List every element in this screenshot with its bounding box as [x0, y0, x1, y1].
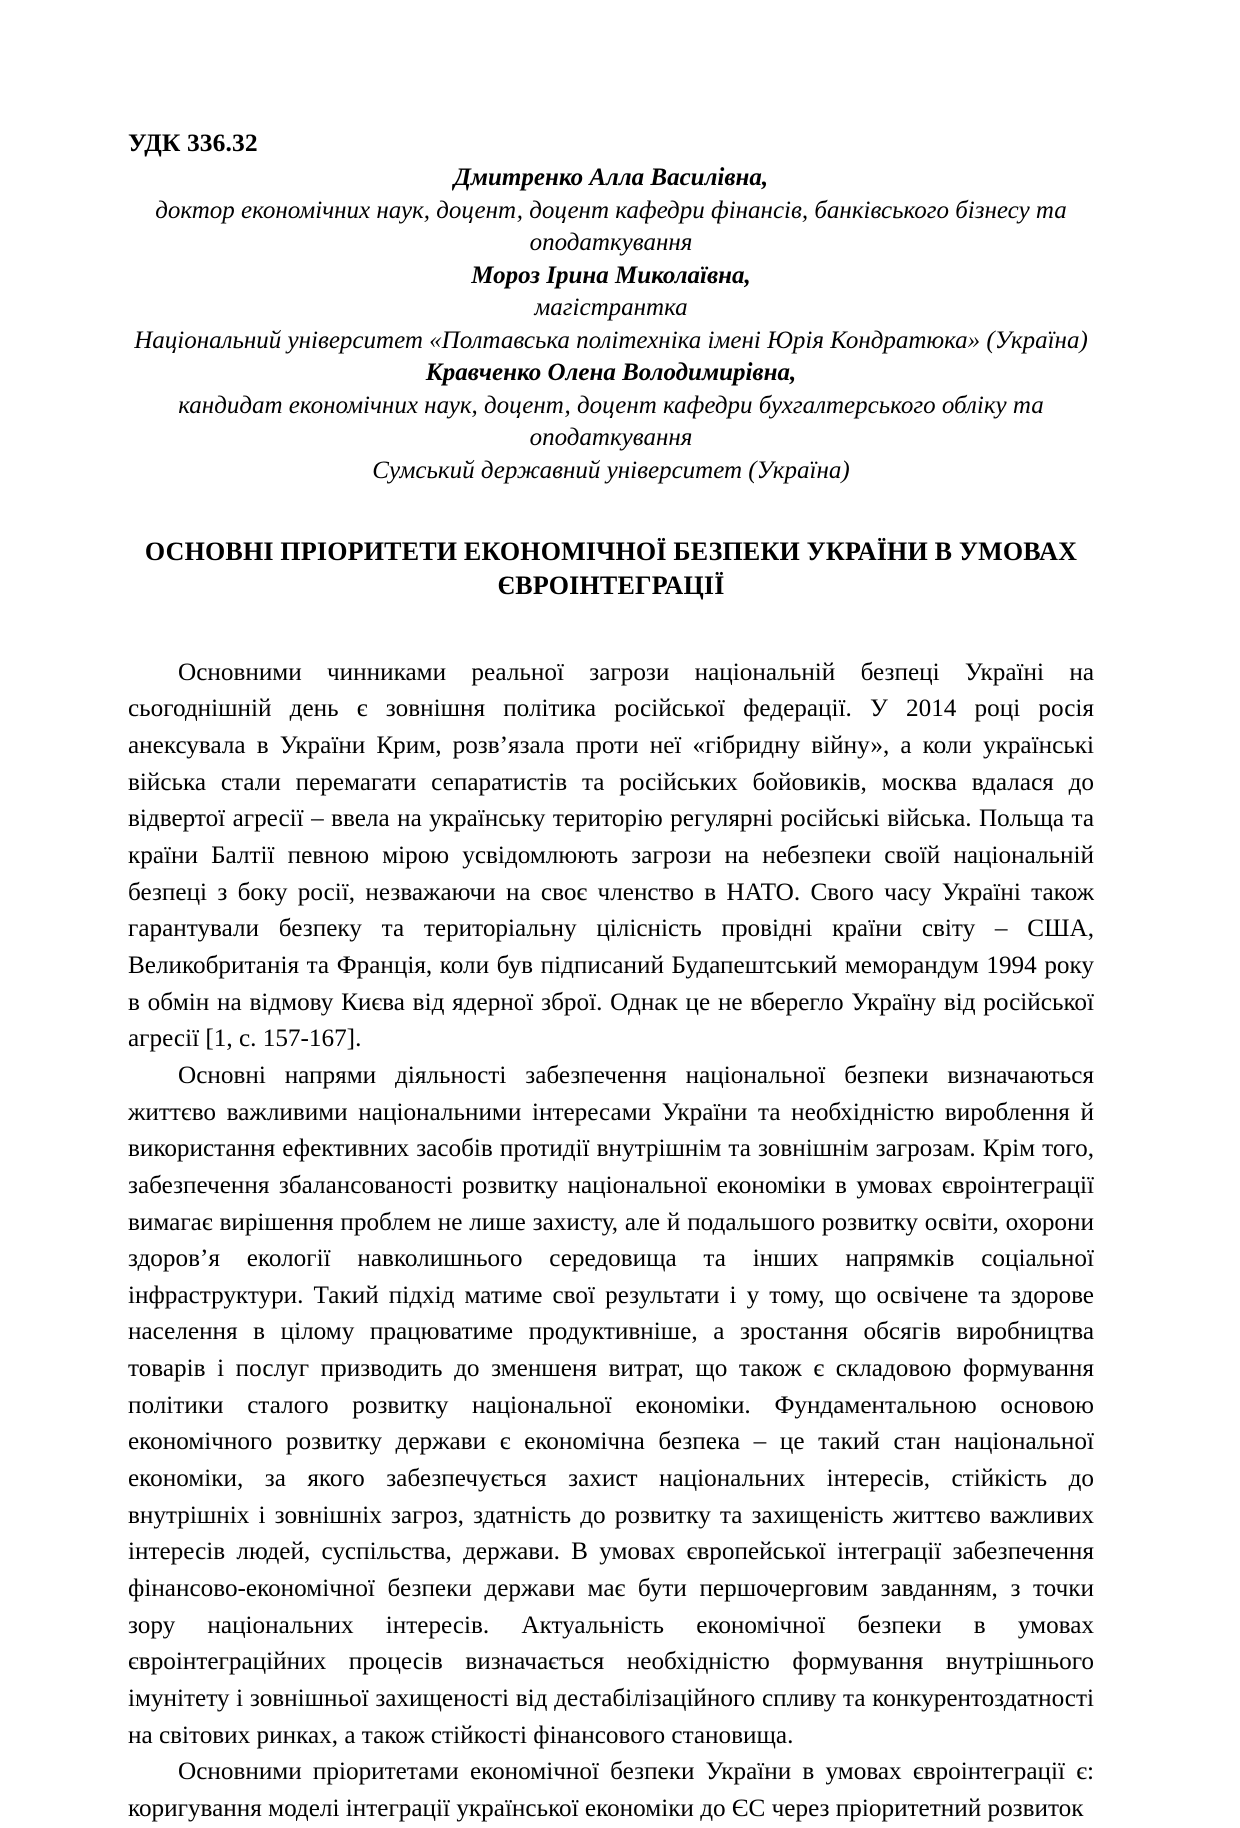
body-paragraph: Основними пріоритетами економічної безпеки України в умовах євроінтеграції є: коригування моделі інтеграції української економіки до ЄС через пріоритетний розвиток [128, 1758, 1094, 1823]
author-name-1: Дмитренко Алла Василівна, [453, 164, 769, 192]
page-title: ОСНОВНІ ПРІОРИТЕТИ ЕКОНОМІЧНОЇ БЕЗПЕКИ УКРАЇНИ В УМОВАХ ЄВРОІНТЕГРАЦІЇ [144, 537, 1078, 600]
body-paragraph: Основними чинниками реальної загрози національній безпеці Україні на сьогоднішній день є зовнішня політика російської федерації. У 2014 році росія анексувала в України Крим, розв’язала проти неї «гібридну війну», а коли українські війська стали перемагати сепаратистів та російських бойовиків, москва вдалася до відвертої агресії – ввела на українську територію регулярні російські війська. Польща та країни Балтії певною мірою усвідомлюють загрози на небезпеки своїй національній безпеці з боку росії, незважаючи на своє членство в НАТО. Свого часу Україні також гарантували безпеку та територіальну цілісність провідні країни світу – США, Великобританія та Франція, коли був підписаний Будапештський меморандум 1994 року в обмін на відмову Києва від ядерної зброї. Однак це не вберегло Україну від російської агресії [1, с. 157-167]. [128, 658, 1094, 1053]
author-role-3: кандидат економічних наук, доцент, доцент кафедри бухгалтерського обліку та оподаткування [178, 391, 1044, 452]
author-block [128, 162, 1094, 487]
author-name-3: Кравченко Олена Володимирівна, [425, 359, 797, 387]
author-affiliation-3: Сумський державний університет (Україна) [372, 456, 850, 484]
page-content [128, 128, 1094, 1828]
body-paragraph: Основні напрями діяльності забезпечення національної безпеки визначаються життєво важливими національними інтересами України та необхідністю вироблення й використання ефективних засобів протидії внутрішнім та зовнішнім загрозам. Крім того, забезпечення збалансованості розвитку національної економіки в умовах євроінтеграції вимагає вирішення проблем не лише захисту, але й подальшого розвитку освіти, охорони здоров’я екології навколишнього середовища та інших напрямків соціальної інфраструктури. Такий підхід матиме свої результати і у тому, що освічене та здорове населення в цілому працюватиме продуктивніше, а зростання обсягів виробництва товарів і послуг призводить до зменшеня витрат, що також є складовою формування політики сталого розвитку національної економіки. Фундаментальною основою економічного розвитку держави є економічна безпека – це такий стан національної економіки, за якого забезпечується захист національних інтересів, стійкість до внутрішніх і зовнішніх загроз, здатність до розвитку та захищеність життєво важливих інтересів людей, суспільства, держави. В умовах європейської інтеграції забезпечення фінансово-економічної безпеки держави має бути першочерговим завданням, з точки зору національних інтересів. Актуальність економічної безпеки в умовах євроінтеграційних процесів визначається необхідністю формування внутрішнього імунітету і зовнішньої захищеності від дестабілізаційного спливу та конкурентоздатності на світових ринках, а також стійкості фінансового становища. [128, 1061, 1094, 1749]
article-body [128, 655, 1094, 1828]
author-role-2: магістрантка [534, 294, 688, 322]
author-name-2: Мороз Ірина Миколаївна, [471, 261, 751, 289]
author-role-1: доктор економічних наук, доцент, доцент кафедри фінансів, банківського бізнесу та оподаткування [155, 196, 1067, 257]
author-affiliation-2: Національний університет «Полтавська політехніка імені Юрія Кондратюка» (Україна) [134, 326, 1088, 354]
udk-code: УДК 336.32 [128, 128, 258, 157]
